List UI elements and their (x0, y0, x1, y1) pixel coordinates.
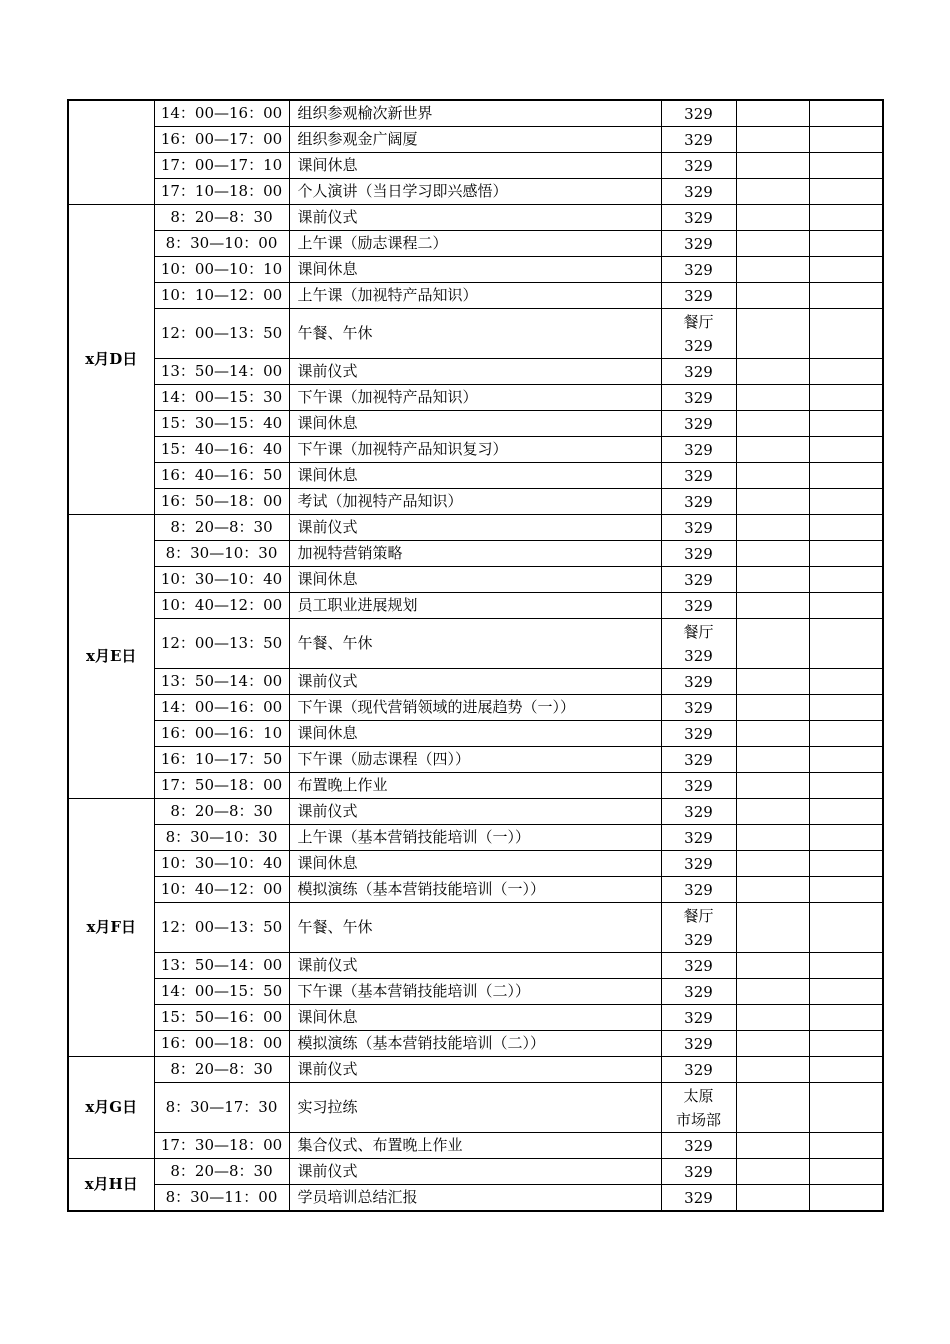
day-label: x月D日 (68, 205, 154, 515)
blank-cell (736, 799, 809, 825)
activity-cell: 课间休息 (289, 851, 661, 877)
activity-cell: 课间休息 (289, 567, 661, 593)
schedule-row (68, 437, 883, 463)
blank-cell (736, 695, 809, 721)
blank-cell (736, 541, 809, 567)
room-cell (661, 877, 736, 903)
blank-cell (736, 619, 809, 669)
blank-cell (809, 773, 883, 799)
time-cell: 17：50—18：00 (154, 773, 289, 799)
blank-cell (809, 877, 883, 903)
activity-cell: 课间休息 (289, 153, 661, 179)
time-cell: 14：00—15：50 (154, 979, 289, 1005)
activity-cell: 课前仪式 (289, 1057, 661, 1083)
schedule-row (68, 463, 883, 489)
time-cell: 12：00—13：50 (154, 619, 289, 669)
time-cell: 12：00—13：50 (154, 903, 289, 953)
activity-cell: 集合仪式、布置晚上作业 (289, 1133, 661, 1159)
time-cell: 10：30—10：40 (154, 567, 289, 593)
activity-cell: 上午课（励志课程二） (289, 231, 661, 257)
room-line: 329 (684, 570, 713, 589)
blank-cell (736, 437, 809, 463)
time-cell: 12：00—13：50 (154, 309, 289, 359)
room-line: 太原 (683, 1086, 714, 1105)
activity-cell: 课间休息 (289, 721, 661, 747)
blank-cell (809, 593, 883, 619)
room-line: 329 (684, 466, 713, 485)
blank-cell (809, 541, 883, 567)
room-line: 329 (684, 724, 713, 743)
room-cell (661, 1083, 736, 1133)
blank-cell (736, 231, 809, 257)
time-cell: 8：30—10：00 (154, 231, 289, 257)
blank-cell (736, 1185, 809, 1212)
room-line: 329 (684, 854, 713, 873)
activity-cell: 课间休息 (289, 257, 661, 283)
schedule-row (68, 1133, 883, 1159)
schedule-row (68, 127, 883, 153)
schedule-row (68, 669, 883, 695)
blank-cell (809, 953, 883, 979)
time-cell: 8：20—8：30 (154, 515, 289, 541)
blank-cell (736, 877, 809, 903)
blank-cell (809, 1159, 883, 1185)
blank-cell (736, 463, 809, 489)
room-line: 329 (684, 672, 713, 691)
day-label: x月E日 (68, 515, 154, 799)
activity-cell: 下午课（现代营销领域的进展趋势（一）） (289, 695, 661, 721)
room-line: 329 (684, 750, 713, 769)
room-line: 329 (684, 518, 713, 537)
room-line: 329 (684, 956, 713, 975)
schedule-row (68, 979, 883, 1005)
schedule-row (68, 567, 883, 593)
room-line: 329 (684, 260, 713, 279)
schedule-row (68, 593, 883, 619)
blank-cell (809, 359, 883, 385)
blank-cell (809, 1133, 883, 1159)
blank-cell (736, 127, 809, 153)
blank-cell (736, 257, 809, 283)
blank-cell (736, 411, 809, 437)
room-cell (661, 359, 736, 385)
room-cell (661, 309, 736, 359)
blank-cell (809, 437, 883, 463)
time-cell: 8：30—10：30 (154, 541, 289, 567)
time-cell: 16：40—16：50 (154, 463, 289, 489)
day-label: x月F日 (68, 799, 154, 1057)
schedule-row (68, 1159, 883, 1185)
activity-cell: 模拟演练（基本营销技能培训（二）） (289, 1031, 661, 1057)
room-cell (661, 283, 736, 309)
blank-cell (736, 1031, 809, 1057)
time-cell: 8：20—8：30 (154, 1057, 289, 1083)
blank-cell (809, 979, 883, 1005)
room-line: 329 (684, 596, 713, 615)
time-cell: 8：20—8：30 (154, 205, 289, 231)
blank-cell (736, 153, 809, 179)
activity-cell: 课前仪式 (289, 953, 661, 979)
blank-cell (736, 721, 809, 747)
blank-cell (736, 593, 809, 619)
room-cell (661, 541, 736, 567)
room-cell (661, 463, 736, 489)
time-cell: 16：10—17：50 (154, 747, 289, 773)
time-cell: 8：30—11：00 (154, 1185, 289, 1212)
blank-cell (736, 567, 809, 593)
room-cell (661, 773, 736, 799)
schedule-row (68, 385, 883, 411)
blank-cell (736, 1005, 809, 1031)
activity-cell: 上午课（基本营销技能培训（一）） (289, 825, 661, 851)
room-line: 329 (684, 234, 713, 253)
room-line: 市场部 (675, 1110, 721, 1129)
blank-cell (736, 309, 809, 359)
room-line: 329 (684, 802, 713, 821)
activity-cell: 课间休息 (289, 1005, 661, 1031)
room-cell (661, 100, 736, 127)
activity-cell: 课前仪式 (289, 669, 661, 695)
room-line: 329 (684, 362, 713, 381)
room-cell (661, 231, 736, 257)
room-line: 329 (684, 388, 713, 407)
activity-cell: 课间休息 (289, 411, 661, 437)
blank-cell (809, 127, 883, 153)
blank-cell (736, 205, 809, 231)
room-line: 329 (684, 1136, 713, 1155)
schedule-row (68, 721, 883, 747)
schedule-row (68, 825, 883, 851)
schedule-row (68, 179, 883, 205)
room-cell (661, 257, 736, 283)
room-line: 329 (684, 776, 713, 795)
time-cell: 8：30—10：30 (154, 825, 289, 851)
room-line: 329 (684, 646, 713, 665)
room-line: 329 (684, 544, 713, 563)
room-cell (661, 1005, 736, 1031)
schedule-row (68, 619, 883, 669)
schedule-row (68, 257, 883, 283)
time-cell: 14：00—16：00 (154, 100, 289, 127)
room-line: 329 (684, 1034, 713, 1053)
activity-cell: 下午课（励志课程（四）） (289, 747, 661, 773)
room-line: 329 (684, 982, 713, 1001)
time-cell: 14：00—16：00 (154, 695, 289, 721)
time-cell: 10：40—12：00 (154, 877, 289, 903)
schedule-row (68, 773, 883, 799)
activity-cell: 布置晚上作业 (289, 773, 661, 799)
room-cell (661, 1031, 736, 1057)
activity-cell: 午餐、午休 (289, 309, 661, 359)
room-cell (661, 903, 736, 953)
activity-cell: 课前仪式 (289, 799, 661, 825)
blank-cell (809, 825, 883, 851)
room-cell (661, 1133, 736, 1159)
room-cell (661, 1159, 736, 1185)
blank-cell (736, 773, 809, 799)
blank-cell (736, 100, 809, 127)
room-line: 329 (684, 880, 713, 899)
blank-cell (736, 515, 809, 541)
time-cell: 15：30—15：40 (154, 411, 289, 437)
time-cell: 15：40—16：40 (154, 437, 289, 463)
schedule-row (68, 231, 883, 257)
blank-cell (809, 1057, 883, 1083)
schedule-row (68, 851, 883, 877)
time-cell: 8：20—8：30 (154, 1159, 289, 1185)
blank-cell (809, 515, 883, 541)
schedule-row (68, 541, 883, 567)
room-line: 329 (684, 130, 713, 149)
room-cell (661, 411, 736, 437)
room-cell (661, 669, 736, 695)
room-cell (661, 851, 736, 877)
blank-cell (809, 283, 883, 309)
time-cell: 17：30—18：00 (154, 1133, 289, 1159)
room-line: 329 (684, 208, 713, 227)
blank-cell (809, 1005, 883, 1031)
schedule-row (68, 747, 883, 773)
room-line: 329 (684, 1008, 713, 1027)
blank-cell (736, 669, 809, 695)
time-cell: 16：00—17：00 (154, 127, 289, 153)
room-line: 329 (684, 1162, 713, 1181)
room-cell (661, 1057, 736, 1083)
blank-cell (736, 283, 809, 309)
activity-cell: 下午课（基本营销技能培训（二）） (289, 979, 661, 1005)
activity-cell: 模拟演练（基本营销技能培训（一）） (289, 877, 661, 903)
room-cell (661, 799, 736, 825)
activity-cell: 下午课（加视特产品知识复习） (289, 437, 661, 463)
schedule-row (68, 1057, 883, 1083)
blank-cell (736, 953, 809, 979)
blank-cell (736, 489, 809, 515)
room-line: 329 (684, 182, 713, 201)
schedule-row (68, 283, 883, 309)
blank-cell (736, 825, 809, 851)
room-cell (661, 979, 736, 1005)
activity-cell: 午餐、午休 (289, 903, 661, 953)
room-cell (661, 619, 736, 669)
time-cell: 10：30—10：40 (154, 851, 289, 877)
activity-cell: 加视特营销策略 (289, 541, 661, 567)
room-line: 329 (684, 440, 713, 459)
time-cell: 16：50—18：00 (154, 489, 289, 515)
blank-cell (809, 747, 883, 773)
schedule-row (68, 489, 883, 515)
schedule-row (68, 799, 883, 825)
day-label: x月G日 (68, 1057, 154, 1159)
schedule-row (68, 1083, 883, 1133)
activity-cell: 课前仪式 (289, 359, 661, 385)
room-cell (661, 205, 736, 231)
blank-cell (809, 799, 883, 825)
blank-cell (736, 179, 809, 205)
activity-cell: 学员培训总结汇报 (289, 1185, 661, 1212)
blank-cell (736, 1159, 809, 1185)
room-line: 329 (684, 930, 713, 949)
time-cell: 17：00—17：10 (154, 153, 289, 179)
room-line: 329 (684, 1188, 713, 1207)
room-line: 329 (684, 414, 713, 433)
activity-cell: 组织参观金广阔厦 (289, 127, 661, 153)
room-line: 餐厅 (683, 622, 714, 641)
blank-cell (809, 257, 883, 283)
activity-cell: 个人演讲（当日学习即兴感悟） (289, 179, 661, 205)
room-cell (661, 1185, 736, 1212)
schedule-row (68, 1185, 883, 1212)
time-cell: 16：00—16：10 (154, 721, 289, 747)
time-cell: 8：30—17：30 (154, 1083, 289, 1133)
room-line: 329 (684, 286, 713, 305)
blank-cell (809, 231, 883, 257)
time-cell: 13：50—14：00 (154, 953, 289, 979)
schedule-row (68, 877, 883, 903)
blank-cell (809, 1185, 883, 1212)
activity-cell: 考试（加视特产品知识） (289, 489, 661, 515)
schedule-row (68, 309, 883, 359)
room-cell (661, 747, 736, 773)
activity-cell: 课前仪式 (289, 515, 661, 541)
activity-cell: 课间休息 (289, 463, 661, 489)
blank-cell (809, 567, 883, 593)
blank-cell (809, 309, 883, 359)
time-cell: 10：10—12：00 (154, 283, 289, 309)
room-line: 餐厅 (683, 906, 714, 925)
schedule-row (68, 515, 883, 541)
room-cell (661, 953, 736, 979)
room-line: 329 (684, 336, 713, 355)
time-cell: 10：00—10：10 (154, 257, 289, 283)
activity-cell: 上午课（加视特产品知识） (289, 283, 661, 309)
blank-cell (809, 463, 883, 489)
blank-cell (736, 1133, 809, 1159)
room-cell (661, 489, 736, 515)
blank-cell (809, 695, 883, 721)
blank-cell (809, 411, 883, 437)
room-cell (661, 721, 736, 747)
schedule-row (68, 411, 883, 437)
blank-cell (809, 179, 883, 205)
day-label (68, 100, 154, 205)
blank-cell (736, 385, 809, 411)
room-cell (661, 825, 736, 851)
activity-cell: 组织参观榆次新世界 (289, 100, 661, 127)
blank-cell (809, 903, 883, 953)
blank-cell (809, 619, 883, 669)
schedule-row (68, 903, 883, 953)
room-line: 329 (684, 698, 713, 717)
schedule-row (68, 695, 883, 721)
room-line: 329 (684, 828, 713, 847)
room-line: 329 (684, 156, 713, 175)
activity-cell: 课前仪式 (289, 205, 661, 231)
blank-cell (809, 205, 883, 231)
blank-cell (736, 851, 809, 877)
room-cell (661, 437, 736, 463)
blank-cell (809, 385, 883, 411)
blank-cell (809, 851, 883, 877)
activity-cell: 实习拉练 (289, 1083, 661, 1133)
room-line: 餐厅 (683, 312, 714, 331)
schedule-row (68, 1031, 883, 1057)
room-line: 329 (684, 1060, 713, 1079)
room-cell (661, 695, 736, 721)
activity-cell: 员工职业进展规划 (289, 593, 661, 619)
activity-cell: 课前仪式 (289, 1159, 661, 1185)
blank-cell (809, 1083, 883, 1133)
blank-cell (736, 747, 809, 773)
time-cell: 8：20—8：30 (154, 799, 289, 825)
blank-cell (736, 903, 809, 953)
schedule-table (67, 99, 884, 1212)
blank-cell (809, 489, 883, 515)
time-cell: 10：40—12：00 (154, 593, 289, 619)
schedule-row (68, 100, 883, 127)
time-cell: 14：00—15：30 (154, 385, 289, 411)
room-cell (661, 515, 736, 541)
schedule-row (68, 953, 883, 979)
room-cell (661, 385, 736, 411)
blank-cell (736, 359, 809, 385)
schedule-row (68, 153, 883, 179)
blank-cell (736, 1057, 809, 1083)
schedule-body (68, 100, 883, 1211)
room-cell (661, 153, 736, 179)
activity-cell: 午餐、午休 (289, 619, 661, 669)
room-line: 329 (684, 104, 713, 123)
blank-cell (809, 1031, 883, 1057)
time-cell: 13：50—14：00 (154, 669, 289, 695)
day-label: x月H日 (68, 1159, 154, 1212)
time-cell: 13：50—14：00 (154, 359, 289, 385)
schedule-row (68, 205, 883, 231)
room-cell (661, 127, 736, 153)
room-cell (661, 593, 736, 619)
room-cell (661, 179, 736, 205)
schedule-row (68, 1005, 883, 1031)
room-line: 329 (684, 492, 713, 511)
blank-cell (736, 979, 809, 1005)
time-cell: 16：00—18：00 (154, 1031, 289, 1057)
blank-cell (809, 721, 883, 747)
schedule-row (68, 359, 883, 385)
time-cell: 17：10—18：00 (154, 179, 289, 205)
blank-cell (809, 153, 883, 179)
blank-cell (736, 1083, 809, 1133)
time-cell: 15：50—16：00 (154, 1005, 289, 1031)
blank-cell (809, 669, 883, 695)
room-cell (661, 567, 736, 593)
blank-cell (809, 100, 883, 127)
activity-cell: 下午课（加视特产品知识） (289, 385, 661, 411)
